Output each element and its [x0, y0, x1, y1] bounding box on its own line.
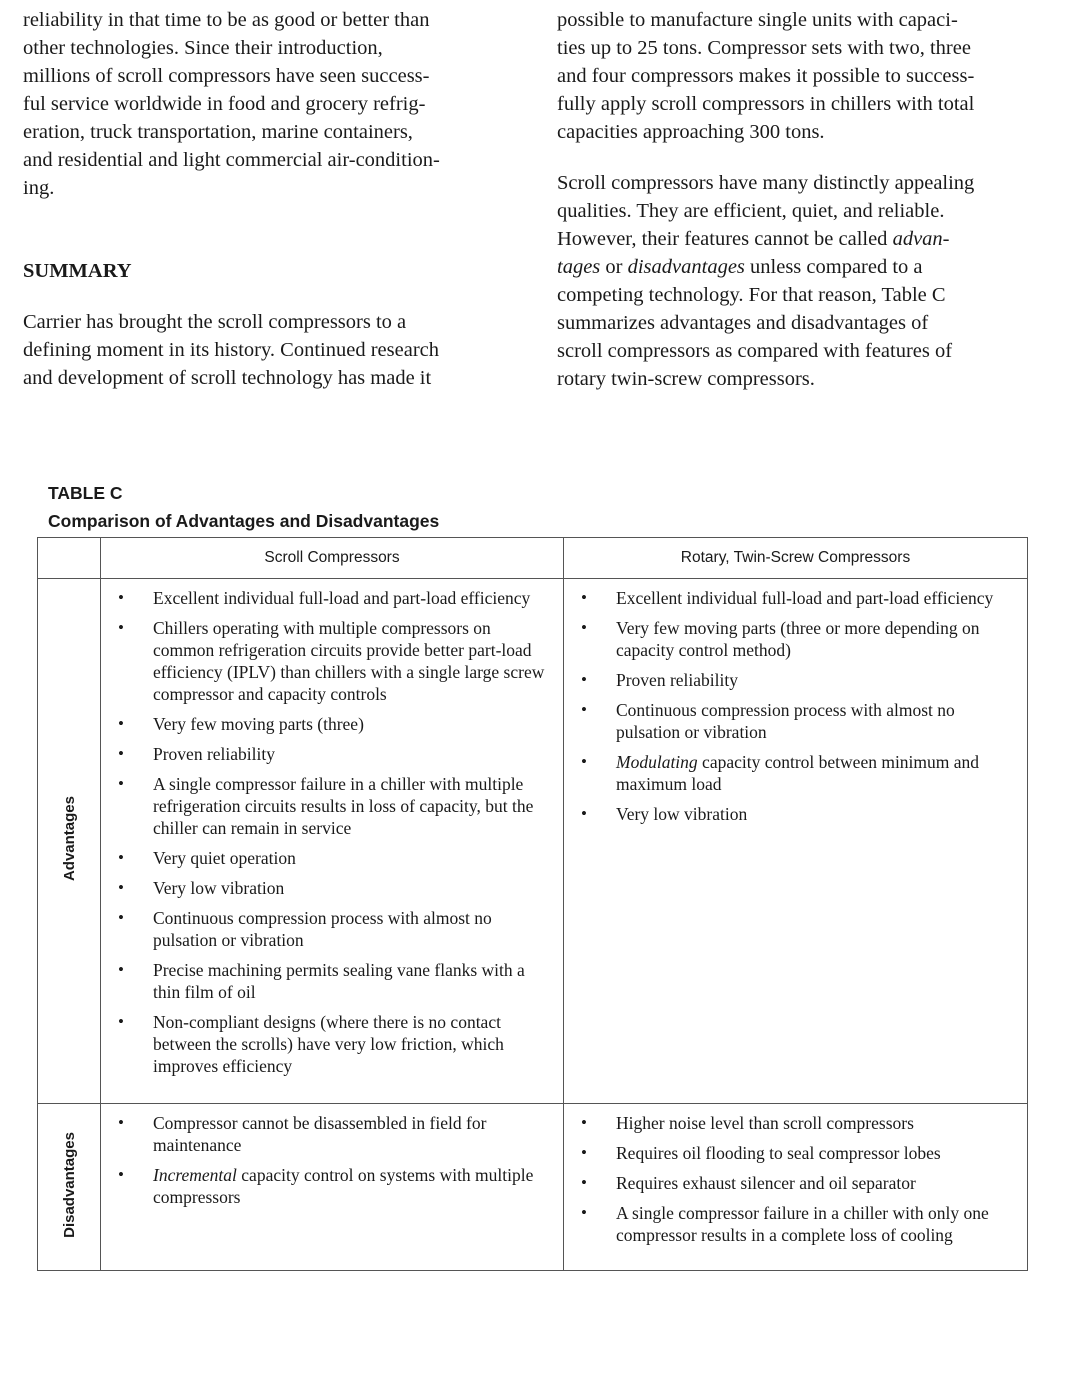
text-line: reliability in that time to be as good or better than: [23, 9, 430, 31]
bullet-icon: •: [581, 1203, 587, 1222]
right-text-column: [557, 6, 1043, 393]
list-item: • Very quiet operation: [118, 848, 296, 868]
text-line: ful service worldwide in food and grocery refrig-: [23, 93, 426, 115]
text-line: However, their features cannot be called: [557, 228, 893, 250]
bullet-icon: •: [118, 618, 124, 637]
table-title: Comparison of Advantages and Disadvantages: [48, 511, 440, 531]
list-item: • Proven reliability: [118, 744, 275, 764]
comparison-table: [37, 537, 1028, 1271]
list-item: • Excellent individual full-load and part-load efficiency: [118, 588, 531, 608]
body-paragraph: [23, 6, 509, 202]
bullet-icon: •: [118, 1012, 124, 1031]
text-line: millions of scroll compressors have seen success-: [23, 65, 430, 87]
list-item: • Incremental capacity control on systems with multiple compressors: [118, 1165, 534, 1207]
list-item: • Very few moving parts (three or more depending on capacity control method): [581, 618, 980, 660]
bullet-icon: •: [581, 700, 587, 719]
bullet-icon: •: [118, 774, 124, 793]
table-row-disadvantages: [38, 1104, 1028, 1271]
list-item: • Higher noise level than scroll compressors: [581, 1113, 914, 1133]
list-item: • Modulating capacity control between minimum and maximum load: [581, 752, 980, 794]
list-item: • Very low vibration: [118, 878, 285, 898]
list-item: • A single compressor failure in a chiller with only one compressor results in a complete loss of cooling: [581, 1203, 989, 1245]
row-label-disadvantages: Disadvantages: [60, 1131, 78, 1238]
table-row-advantages: [38, 579, 1028, 1104]
row-label-advantages: Advantages: [60, 795, 78, 882]
list-item: • A single compressor failure in a chiller with multiple refrigeration circuits results in loss of capacity, but the chiller can remain in service: [118, 774, 534, 838]
text-line: capacities approaching 300 tons.: [557, 121, 825, 143]
bullet-list: [564, 1104, 1027, 1254]
text-line: rotary twin-screw compressors.: [557, 368, 815, 390]
scroll-advantages-cell: [101, 579, 564, 1104]
bullet-icon: •: [581, 588, 587, 607]
row-label-cell: [38, 1104, 101, 1271]
list-item: • Very few moving parts (three): [118, 714, 364, 734]
table-label: TABLE C: [48, 483, 123, 503]
bullet-list: [101, 1104, 563, 1216]
text-line: and development of scroll technology has made it: [23, 367, 432, 389]
text-line: and residential and light commercial air-condition-: [23, 149, 440, 171]
bullet-icon: •: [581, 670, 587, 689]
list-item: • Precise machining permits sealing vane flanks with a thin film of oil: [118, 960, 525, 1002]
list-item: • Continuous compression process with almost no pulsation or vibration: [118, 908, 492, 950]
text-line: fully apply scroll compressors in chillers with total: [557, 93, 975, 115]
text-line: ties up to 25 tons. Compressor sets with two, three: [557, 37, 971, 59]
screw-disadvantages-cell: [564, 1104, 1028, 1271]
text-line: qualities. They are efficient, quiet, and reliable.: [557, 200, 945, 222]
bullet-list: [564, 579, 1027, 833]
row-label-cell: [38, 579, 101, 1104]
bullet-icon: •: [118, 960, 124, 979]
screw-advantages-cell: [564, 579, 1028, 1104]
bullet-icon: •: [118, 878, 124, 897]
column-header-screw: Rotary, Twin-Screw Compressors: [564, 538, 1028, 579]
section-heading: SUMMARY: [23, 260, 132, 282]
bullet-icon: •: [118, 588, 124, 607]
column-header-scroll: Scroll Compressors: [101, 538, 564, 579]
list-item: • Continuous compression process with almost no pulsation or vibration: [581, 700, 955, 742]
bullet-icon: •: [581, 618, 587, 637]
text-line: competing technology. For that reason, Table C: [557, 284, 946, 306]
text-line: scroll compressors as compared with features of: [557, 340, 953, 362]
text-fragment: unless compared to a: [744, 256, 923, 278]
body-paragraph: [557, 169, 1043, 393]
bullet-icon: •: [118, 1165, 124, 1184]
italic-term: tages: [557, 256, 601, 278]
list-item: • Non-compliant designs (where there is no contact between the scrolls) have very low friction, which improves efficiency: [118, 1012, 504, 1076]
italic-term: Modulating: [616, 752, 698, 772]
list-item: • Compressor cannot be disassembled in field for maintenance: [118, 1113, 487, 1155]
bullet-icon: •: [118, 908, 124, 927]
bullet-icon: •: [118, 1113, 124, 1132]
text-line: ing.: [23, 177, 55, 199]
text-line: possible to manufacture single units with capaci-: [557, 9, 958, 31]
text-line: defining moment in its history. Continued research: [23, 339, 439, 361]
bullet-icon: •: [118, 714, 124, 733]
bullet-icon: •: [581, 1143, 587, 1162]
bullet-icon: •: [581, 752, 587, 771]
bullet-icon: •: [581, 804, 587, 823]
text-line: Scroll compressors have many distinctly appealing: [557, 172, 975, 194]
list-item: • Very low vibration: [581, 804, 748, 824]
text-fragment: or: [600, 256, 628, 278]
list-item: • Chillers operating with multiple compressors on common refrigeration circuits provide better part-load efficiency (IPLV) than chillers with a single large screw compressor and capacity controls: [118, 618, 545, 704]
italic-term: disadvantages: [627, 256, 745, 278]
scroll-disadvantages-cell: [101, 1104, 564, 1271]
list-item: • Requires exhaust silencer and oil separator: [581, 1173, 916, 1193]
table-header-row: [38, 538, 1028, 579]
bullet-icon: •: [118, 848, 124, 867]
bullet-icon: •: [118, 744, 124, 763]
body-paragraph: [23, 308, 509, 392]
text-line: other technologies. Since their introduction,: [23, 37, 383, 59]
list-item: • Requires oil flooding to seal compressor lobes: [581, 1143, 941, 1163]
bullet-list: [101, 579, 563, 1085]
italic-term: Incremental: [153, 1165, 237, 1185]
left-text-column: [23, 6, 509, 392]
list-item: • Excellent individual full-load and part-load efficiency: [581, 588, 994, 608]
text-line: and four compressors makes it possible to success-: [557, 65, 975, 87]
text-line: eration, truck transportation, marine containers,: [23, 121, 413, 143]
bullet-icon: •: [581, 1173, 587, 1192]
text-line: summarizes advantages and disadvantages of: [557, 312, 929, 334]
body-paragraph: [557, 6, 1043, 146]
corner-cell: [38, 538, 101, 579]
text-line: Carrier has brought the scroll compressors to a: [23, 311, 407, 333]
bullet-icon: •: [581, 1113, 587, 1132]
list-item: • Proven reliability: [581, 670, 738, 690]
italic-term: advan-: [892, 228, 950, 250]
